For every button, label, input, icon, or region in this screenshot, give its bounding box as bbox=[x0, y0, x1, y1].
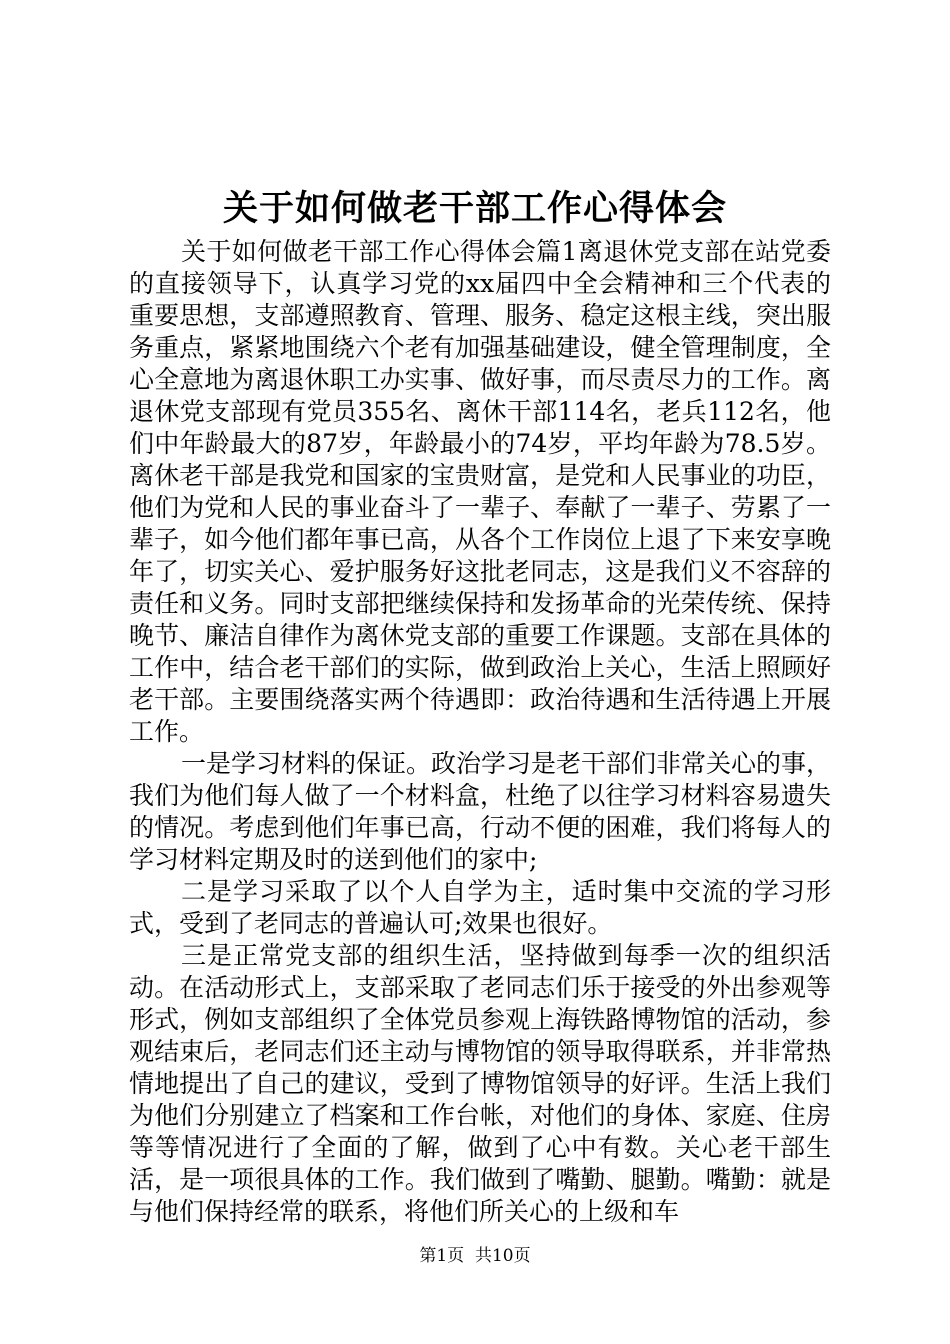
document-title: 关于如何做老干部工作心得体会 bbox=[222, 188, 727, 229]
page-number-footer: 第1页 共10页 bbox=[419, 1246, 531, 1266]
paragraph-point-three: 三是正常党支部的组织生活，坚持做到每季一次的组织活动。在活动形式上，支部采取了老同志们乐于接受的外出参观等形式，例如支部组织了全体党员参观上海铁路博物馆的活动，参观结束后，老同志们还主动与博物馆的领导取得联系，并非常热情地提出了自己的建议，受到了博物馆领导的好评。生活上我们为他们分别建立了档案和工作台帐，对他们的身体、家庭、住房等等情况进行了全面的了解，做到了心中有数。关心老干部生活，是一项很具体的工作。我们做到了嘴勤、腿勤。嘴勤：就是与他们保持经常的联系，将他们所关心的上级和车 bbox=[129, 941, 831, 1226]
paragraph-point-two: 二是学习采取了以个人自学为主，适时集中交流的学习形式，受到了老同志的普遍认可;效果也很好。 bbox=[129, 877, 831, 938]
document-body bbox=[129, 236, 831, 1228]
paragraph-point-one: 一是学习材料的保证。政治学习是老干部们非常关心的事，我们为他们每人做了一个材料盒，杜绝了以往学习材料容易遗失的情况。考虑到他们年事已高，行动不便的困难，我们将每人的学习材料定期及时的送到他们的家中; bbox=[129, 749, 832, 874]
paragraph-intro: 关于如何做老干部工作心得体会篇1离退休党支部在站党委的直接领导下，认真学习党的xx届四中全会精神和三个代表的重要思想，支部遵照教育、管理、服务、稳定这根主线，突出服务重点，紧紧地围绕六个老有加强基础建设，健全管理制度，全心全意地为离退休职工办实事、做好事，而尽责尽力的工作。离退休党支部现有党员355名、离休干部114名，老兵112名，他们中年龄最大的87岁，年龄最小的74岁，平均年龄为78.5岁。离休老干部是我党和国家的宝贵财富，是党和人民事业的功臣，他们为党和人民的事业奋斗了一辈子、奉献了一辈子、劳累了一辈子，如今他们都年事已高，从各个工作岗位上退了下来安享晚年了，切实关心、爱护服务好这批老同志，这是我们义不容辞的责任和义务。同时支部把继续保持和发扬革命的光荣传统、保持晚节、廉洁自律作为离休党支部的重要工作课题。支部在具体的工作中，结合老干部们的实际，做到政治上关心，生活上照顾好老干部。主要围绕落实两个待遇即：政治待遇和生活待遇上开展工作。 bbox=[129, 237, 831, 746]
